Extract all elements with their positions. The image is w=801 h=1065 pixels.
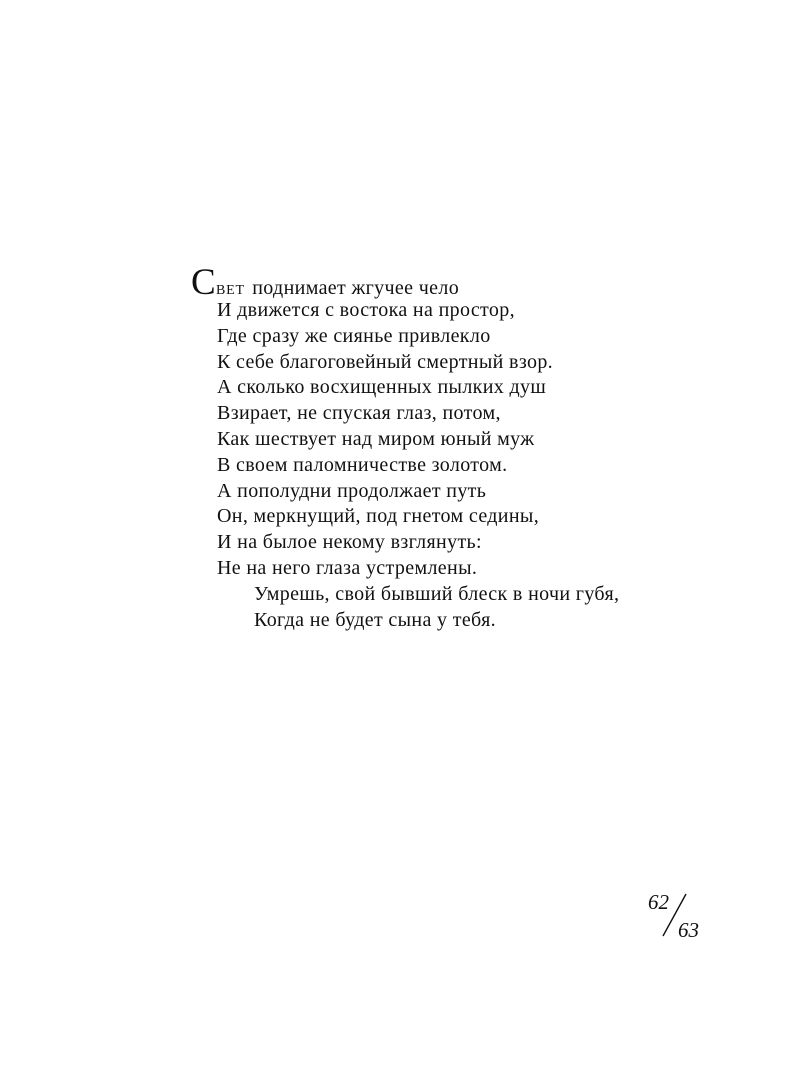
drop-cap: С <box>191 262 217 303</box>
first-line-text: поднимает жгучее чело <box>252 277 460 299</box>
poem-first-line <box>191 262 751 303</box>
sonnet <box>191 262 751 633</box>
poem-line-2: И движется с востока на простор, <box>217 299 515 321</box>
poem-line-12: Не на него глаза устремлены. <box>217 556 478 579</box>
poem-line-6: Взирает, не спуская глаз, потом, <box>217 402 501 425</box>
small-caps-word-ending: ВЕТ <box>216 283 245 298</box>
poem-line-5: А сколько восхищенных пылких душ <box>217 376 547 399</box>
poem-line-4: К себе благоговейный смертный взор. <box>217 350 554 373</box>
couplet-line-2: Когда не будет сына у тебя. <box>254 608 496 631</box>
poem-line-11: И на былое некому взглянуть: <box>217 531 482 554</box>
poem-line-10: Он, меркнущий, под гнетом седины, <box>217 505 540 528</box>
poem-line-8: В своем паломничестве золотом. <box>217 453 508 476</box>
poem-line-9: А пополудни продолжает путь <box>217 479 487 502</box>
left-page-number: 62 <box>648 890 669 914</box>
poem-line-3: Где сразу же сиянье привлекло <box>217 324 491 347</box>
poem-line-7: Как шествует над миром юный муж <box>217 427 535 450</box>
page-numbers <box>644 888 714 948</box>
right-page-number: 63 <box>678 918 699 942</box>
couplet-line-1: Умрешь, свой бывший блеск в ночи губя, <box>254 582 620 605</box>
